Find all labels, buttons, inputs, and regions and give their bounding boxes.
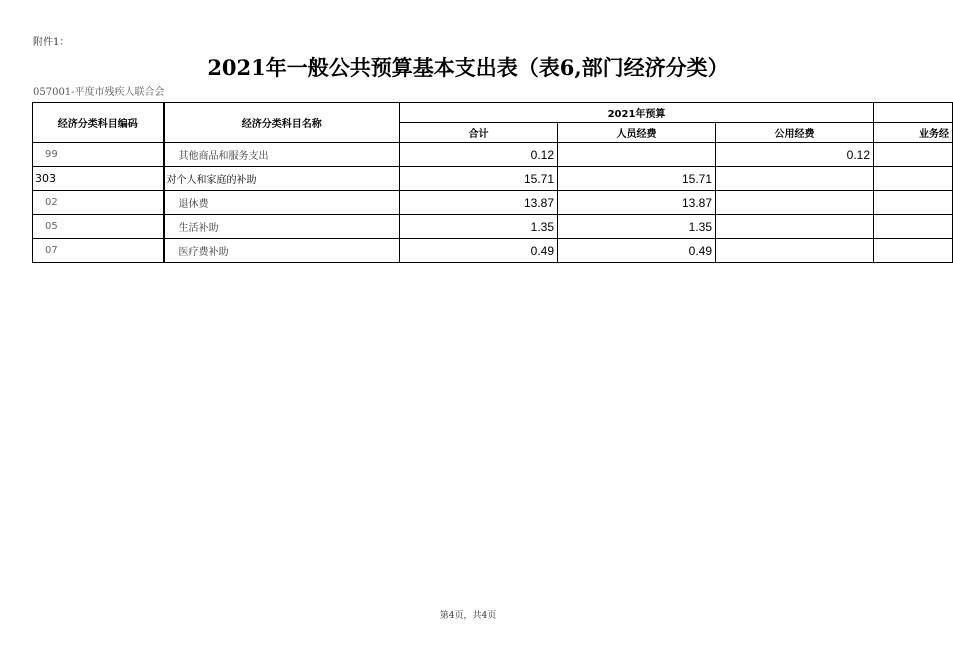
row-name: 医疗费补助: [164, 239, 400, 263]
row-name: 其他商品和服务支出: [164, 143, 400, 167]
row-name: 生活补助: [164, 215, 400, 239]
row-total: 13.87: [400, 191, 558, 215]
table-row: [33, 215, 953, 239]
table-row: [33, 167, 953, 191]
row-total: 15.71: [400, 167, 558, 191]
row-public: 0.12: [716, 143, 874, 167]
row-code: 303: [33, 167, 164, 191]
row-personnel: 0.49: [558, 239, 716, 263]
table-row: [33, 239, 953, 263]
row-public: [716, 239, 874, 263]
header-code: 经济分类科目编码: [33, 103, 164, 143]
row-total: 1.35: [400, 215, 558, 239]
header-blank: [874, 103, 953, 123]
attachment-label: 附件1：: [33, 37, 70, 48]
row-code: 07: [33, 239, 164, 263]
row-public: [716, 167, 874, 191]
header-total: 合计: [400, 123, 558, 143]
row-total: 0.12: [400, 143, 558, 167]
row-personnel: 15.71: [558, 167, 716, 191]
table-row: [33, 143, 953, 167]
header-personnel: 人员经费: [558, 123, 716, 143]
header-public: 公用经费: [716, 123, 874, 143]
row-business: [874, 167, 953, 191]
header-name: 经济分类科目名称: [164, 103, 400, 143]
row-personnel: [558, 143, 716, 167]
row-business: [874, 239, 953, 263]
row-name: 退休费: [164, 191, 400, 215]
row-code: 02: [33, 191, 164, 215]
row-total: 0.49: [400, 239, 558, 263]
table-row: [33, 191, 953, 215]
row-public: [716, 191, 874, 215]
row-business: [874, 191, 953, 215]
budget-table: [32, 102, 953, 263]
row-name: 对个人和家庭的补助: [164, 167, 400, 191]
row-code: 05: [33, 215, 164, 239]
header-budget-group: 2021年预算: [400, 103, 874, 123]
department-label: 057001-平度市残疾人联合会: [33, 87, 165, 98]
row-business: [874, 143, 953, 167]
row-business: [874, 215, 953, 239]
row-code: 99: [33, 143, 164, 167]
page-title: 2021年一般公共预算基本支出表（表6,部门经济分类）: [207, 55, 729, 80]
row-public: [716, 215, 874, 239]
row-personnel: 1.35: [558, 215, 716, 239]
row-personnel: 13.87: [558, 191, 716, 215]
header-business: 业务经: [874, 123, 953, 143]
page-footer: 第4页，共4页: [439, 611, 497, 621]
